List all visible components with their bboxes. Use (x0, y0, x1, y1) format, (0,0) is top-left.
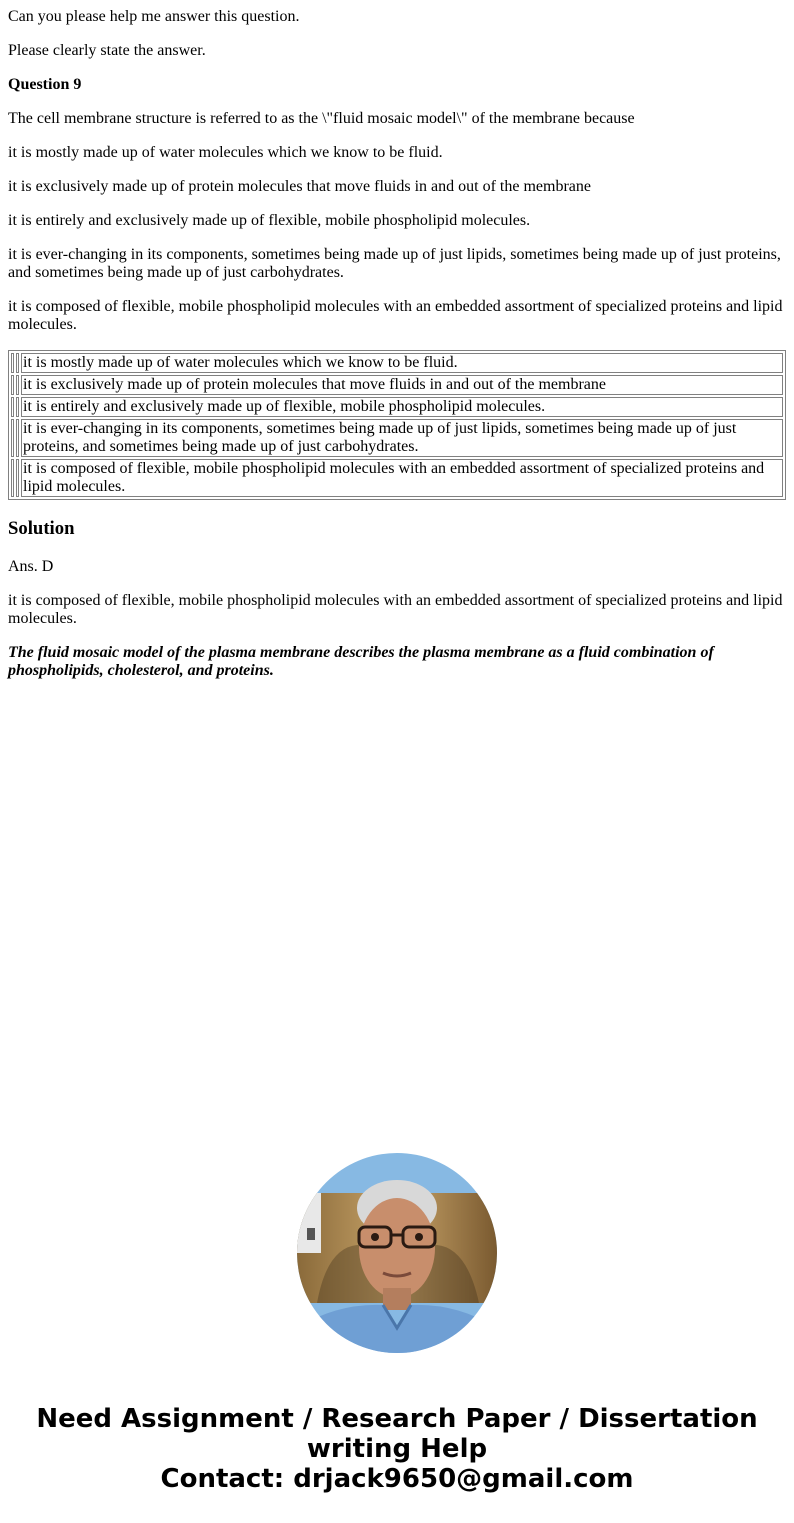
option-d: it is ever-changing in its components, sometimes being made up of just lipids, sometimes being made up of just proteins, and sometimes being made up of just carbohydrates. (8, 246, 781, 281)
table-cell-option-c: it is entirely and exclusively made up of flexible, mobile phospholipid molecules. (21, 397, 783, 417)
table-row (11, 353, 783, 373)
avatar (297, 1153, 497, 1353)
document-body (8, 8, 786, 696)
promo-line-1: Need Assignment / Research Paper / Dissertation (36, 1404, 758, 1434)
intro-line-1: Can you please help me answer this question. (8, 8, 300, 25)
promo-line-2: writing Help (306, 1434, 488, 1464)
avatar-portrait-icon (297, 1153, 497, 1353)
table-cell-option-b: it is exclusively made up of protein molecules that move fluids in and out of the membrane (21, 375, 783, 395)
table-row (11, 419, 783, 457)
question-title: Question 9 (8, 76, 82, 93)
options-table (8, 350, 786, 500)
table-row (11, 375, 783, 395)
table-row (11, 397, 783, 417)
promo-banner (0, 1404, 794, 1494)
option-a: it is mostly made up of water molecules which we know to be fluid. (8, 144, 443, 161)
option-b: it is exclusively made up of protein molecules that move fluids in and out of the membrane (8, 178, 591, 195)
option-e: it is composed of flexible, mobile phospholipid molecules with an embedded assortment of specialized proteins and lipid molecules. (8, 298, 783, 333)
table-row (11, 459, 783, 497)
promo-contact: Contact: drjack9650@gmail.com (160, 1464, 634, 1494)
question-prompt: The cell membrane structure is referred to as the \"fluid mosaic model\" of the membrane because (8, 110, 635, 127)
table-cell-option-a: it is mostly made up of water molecules which we know to be fluid. (21, 353, 783, 373)
option-c: it is entirely and exclusively made up of flexible, mobile phospholipid molecules. (8, 212, 531, 229)
table-cell-option-e: it is composed of flexible, mobile phospholipid molecules with an embedded assortment of specialized proteins and lipid molecules. (21, 459, 783, 497)
solution-answer-text: it is composed of flexible, mobile phospholipid molecules with an embedded assortment of specialized proteins and lipid molecules. (8, 592, 783, 627)
solution-heading: Solution (8, 518, 75, 539)
solution-explanation: The fluid mosaic model of the plasma membrane describes the plasma membrane as a fluid combination of phospholipids, cholesterol, and proteins. (8, 644, 714, 679)
solution-answer: Ans. D (8, 558, 54, 575)
table-cell-option-d: it is ever-changing in its components, sometimes being made up of just lipids, sometimes being made up of just proteins, and sometimes being made up of just carbohydrates. (21, 419, 783, 457)
intro-line-2: Please clearly state the answer. (8, 42, 206, 59)
